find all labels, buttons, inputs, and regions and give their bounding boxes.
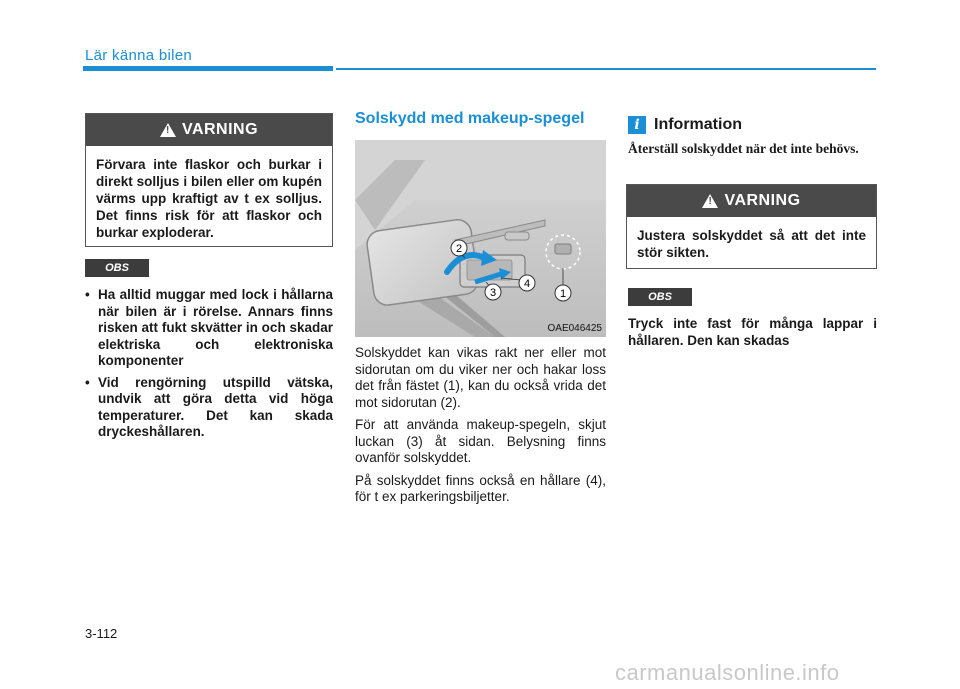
list-item: • Vid rengörning utspilld vätska, undvik att göra detta vid höga temperaturer. Det kan skada dryckeshållaren.: [85, 375, 333, 441]
callout-2: [451, 240, 467, 256]
information-text: Återställ solskyddet när det inte behövs.: [628, 141, 859, 156]
sun-visor-heading: Solskydd med makeup-spegel: [355, 110, 585, 127]
paragraph: På solskyddet finns också en hållare (4), för t ex parkeringsbiljetter.: [355, 472, 606, 504]
warning-triangle-icon: [160, 123, 176, 137]
list-item: • Ha alltid muggar med lock i hållarna när bilen är i rörelse. Annars finns risken att fukt skvätter in och skadar elektriska och elektroniska komponenter: [85, 287, 333, 370]
figure-code: OAE046425: [547, 323, 602, 334]
warning-box-bottles: [85, 113, 333, 247]
warning-text: Förvara inte flaskor och burkar i direkt solljus i bilen eller om kupén värms upp kraftigt av t ex solljus. Det finns risk för att flaskor och burkar exploderar.: [96, 157, 322, 240]
bullet-list: [85, 287, 333, 446]
paragraph: Solskyddet kan vikas rakt ner eller mot sidorutan om du viker ner och hakar loss det från fästet (1), kan du också vrida det mot sidorutan (2).: [355, 345, 606, 410]
obs-tag-left: OBS: [85, 259, 149, 277]
header-rule-thick: [83, 66, 333, 71]
callout-4: [519, 275, 535, 291]
information-title: Information: [654, 116, 742, 133]
section-title: Lär känna bilen: [85, 47, 193, 64]
warning-header: [86, 114, 332, 146]
callout-1: [555, 285, 571, 301]
svg-text:3: 3: [489, 287, 497, 299]
paragraph: För att använda makeup-spegeln, skjut luckan (3) åt sidan. Belysning finns ovanför solskyddet.: [355, 417, 606, 465]
callout-3: [485, 284, 501, 300]
info-icon: i: [628, 116, 646, 134]
warning-triangle-icon: [702, 194, 718, 208]
header-rule-thin: [336, 68, 876, 70]
sun-visor-figure: [355, 140, 606, 337]
holder-caution-text: Tryck inte fast för många lappar i hållaren. Den kan skadas: [628, 316, 877, 348]
svg-text:2: 2: [455, 243, 463, 255]
warning-text: Justera solskyddet så att det inte stör sikten.: [637, 228, 866, 260]
sun-visor-description: [355, 345, 606, 512]
page-number: 3-112: [85, 626, 118, 641]
obs-tag-right: OBS: [628, 288, 692, 306]
warning-title: VARNING: [724, 192, 801, 209]
warning-header: [627, 185, 876, 217]
warning-title: VARNING: [181, 121, 259, 138]
svg-text:4: 4: [523, 278, 531, 290]
sun-visor-illustration: [355, 140, 606, 337]
svg-text:1: 1: [559, 288, 567, 300]
information-heading: [628, 116, 742, 134]
watermark: carmanualsonline.info: [615, 660, 840, 685]
warning-box-visibility: [626, 184, 877, 269]
